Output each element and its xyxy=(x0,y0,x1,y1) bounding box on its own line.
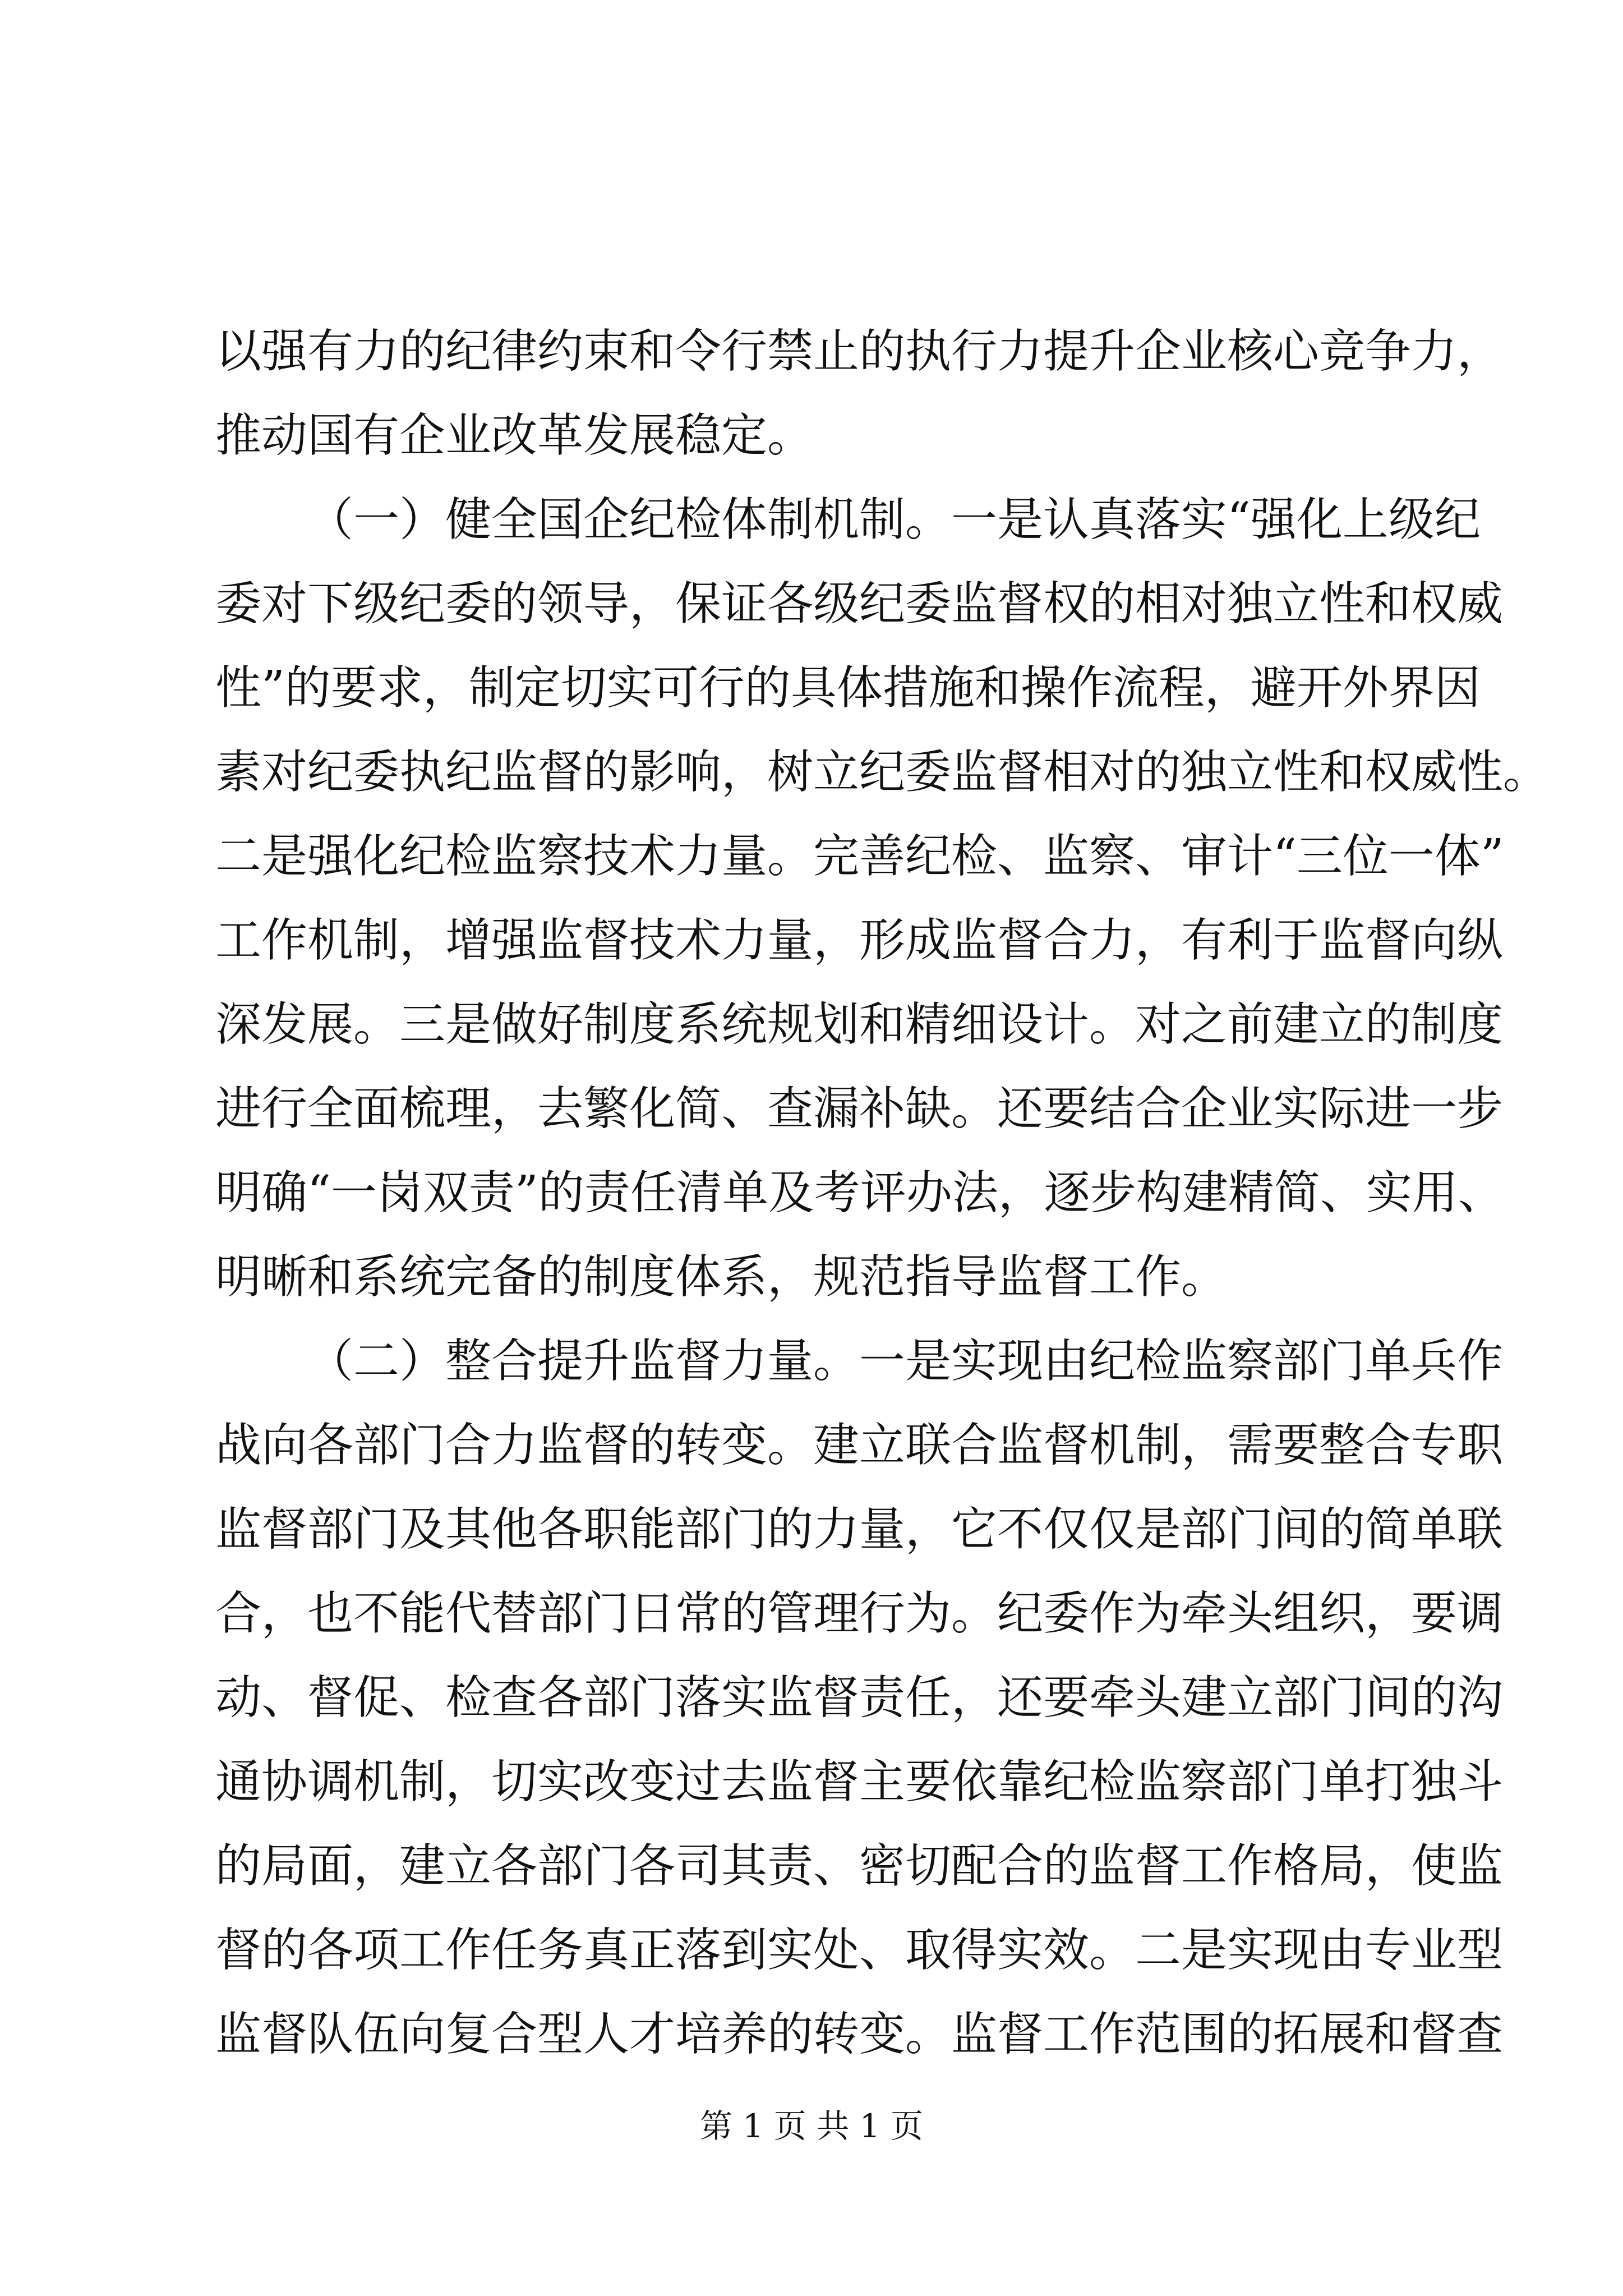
text-line: 二是强化纪检监察技术力量。完善纪检、监察、审计“三位一体” xyxy=(215,830,1504,883)
text-line: 素对纪委执纪监督的影响，树立纪委监督相对的独立性和权威性。 xyxy=(215,746,1550,799)
text-line: 推动国有企业改革发展稳定。 xyxy=(215,409,814,462)
text-line: 深发展。三是做好制度系统规划和精细设计。对之前建立的制度 xyxy=(215,998,1504,1051)
text-line: 以强有力的纪律约束和令行禁止的执行力提升企业核心竞争力， xyxy=(215,325,1504,378)
text-line: 委对下级纪委的领导，保证各级纪委监督权的相对独立性和权威 xyxy=(215,577,1504,631)
text-line: （一）健全国企纪检体制机制。一是认真落实“强化上级纪 xyxy=(307,493,1481,546)
text-line: 战向各部门合力监督的转变。建立联合监督机制，需要整合专职 xyxy=(215,1419,1504,1472)
text-line: 通协调机制，切实改变过去监督主要依靠纪检监察部门单打独斗 xyxy=(215,1755,1504,1809)
text-line: 明晰和系统完备的制度体系，规范指导监督工作。 xyxy=(215,1250,1228,1304)
text-line: 合，也不能代替部门日常的管理行为。纪委作为牵头组织，要调 xyxy=(215,1587,1504,1640)
page-footer: 第 1 页 共 1 页 xyxy=(700,2107,923,2145)
body-text xyxy=(215,310,1550,2077)
text-line: （二）整合提升监督力量。一是实现由纪检监察部门单兵作 xyxy=(307,1335,1504,1388)
text-line: 性”的要求，制定切实可行的具体措施和操作流程，避开外界因 xyxy=(215,661,1481,715)
text-line: 明确“一岗双责”的责任清单及考评办法，逐步构建精简、实用、 xyxy=(215,1166,1504,1220)
text-line: 督的各项工作任务真正落到实处、取得实效。二是实现由专业型 xyxy=(215,1924,1504,1977)
text-line: 动、督促、检查各部门落实监督责任，还要牵头建立部门间的沟 xyxy=(215,1671,1504,1724)
text-line: 监督队伍向复合型人才培养的转变。监督工作范围的拓展和督查 xyxy=(215,2008,1504,2061)
text-line: 工作机制，增强监督技术力量，形成监督合力，有利于监督向纵 xyxy=(215,914,1504,967)
text-line: 监督部门及其他各职能部门的力量，它不仅仅是部门间的简单联 xyxy=(215,1503,1504,1556)
text-line: 进行全面梳理，去繁化简、查漏补缺。还要结合企业实际进一步 xyxy=(215,1082,1504,1135)
text-line: 的局面，建立各部门各司其责、密切配合的监督工作格局，使监 xyxy=(215,1839,1504,1893)
